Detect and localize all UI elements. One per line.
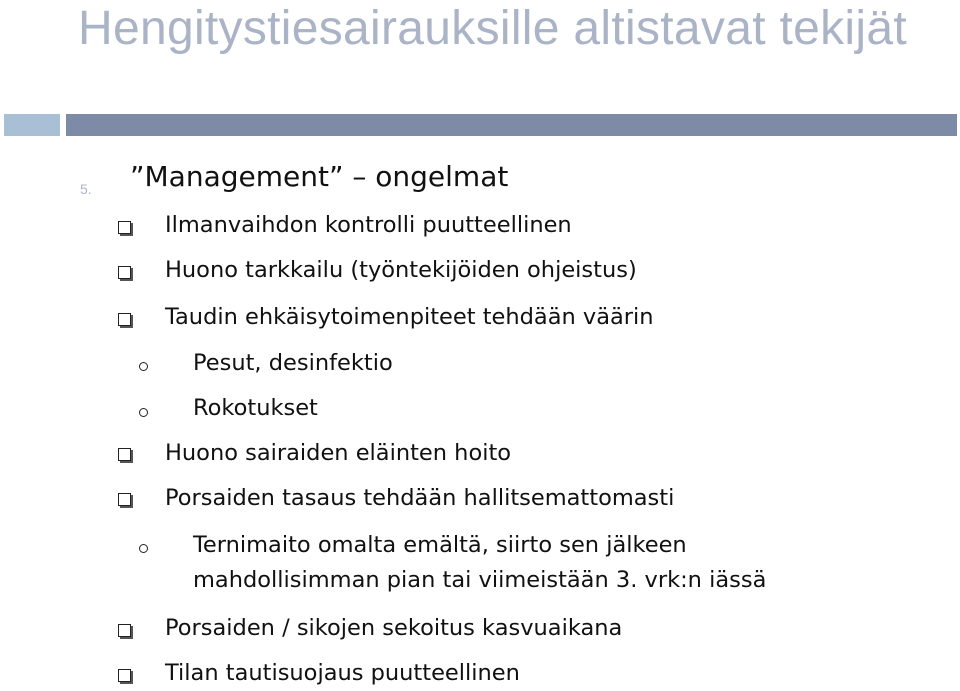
checkbox-bullet-icon: [118, 266, 131, 279]
slide-title: Hengitystiesairauksille altistavat tekijät: [78, 2, 907, 55]
checkbox-bullet-icon: [118, 448, 131, 461]
list-item: Porsaiden / sikojen sekoitus kasvuaikana: [165, 615, 623, 641]
circle-bullet-icon: [139, 362, 148, 371]
sub-list-item: Ternimaito omalta emältä, siirto sen jälkeen: [193, 532, 687, 558]
list-item: Huono sairaiden eläinten hoito: [165, 440, 512, 466]
sub-list-item: mahdollisimman pian tai viimeistään 3. vrk:n iässä: [193, 567, 767, 593]
sub-list-item: Pesut, desinfektio: [193, 350, 393, 376]
list-item: Ilmanvaihdon kontrolli puutteellinen: [165, 212, 572, 238]
checkbox-bullet-icon: [118, 313, 131, 326]
title-divider-left: [4, 114, 60, 136]
list-item: Porsaiden tasaus tehdään hallitsemattomasti: [165, 485, 675, 511]
checkbox-bullet-icon: [118, 493, 131, 506]
checkbox-bullet-icon: [118, 221, 131, 234]
circle-bullet-icon: [139, 408, 148, 417]
checkbox-bullet-icon: [118, 624, 131, 637]
list-item: Tilan tautisuojaus puutteellinen: [165, 660, 520, 686]
checkbox-bullet-icon: [118, 669, 131, 682]
sub-list-item: Rokotukset: [193, 395, 318, 421]
section-number: 5.: [80, 181, 92, 197]
list-item: Taudin ehkäisytoimenpiteet tehdään väärin: [165, 304, 654, 330]
list-item: Huono tarkkailu (työntekijöiden ohjeistus): [165, 257, 637, 283]
section-heading: ”Management” – ongelmat: [130, 160, 509, 193]
title-divider-right: [66, 114, 957, 136]
circle-bullet-icon: [139, 544, 148, 553]
